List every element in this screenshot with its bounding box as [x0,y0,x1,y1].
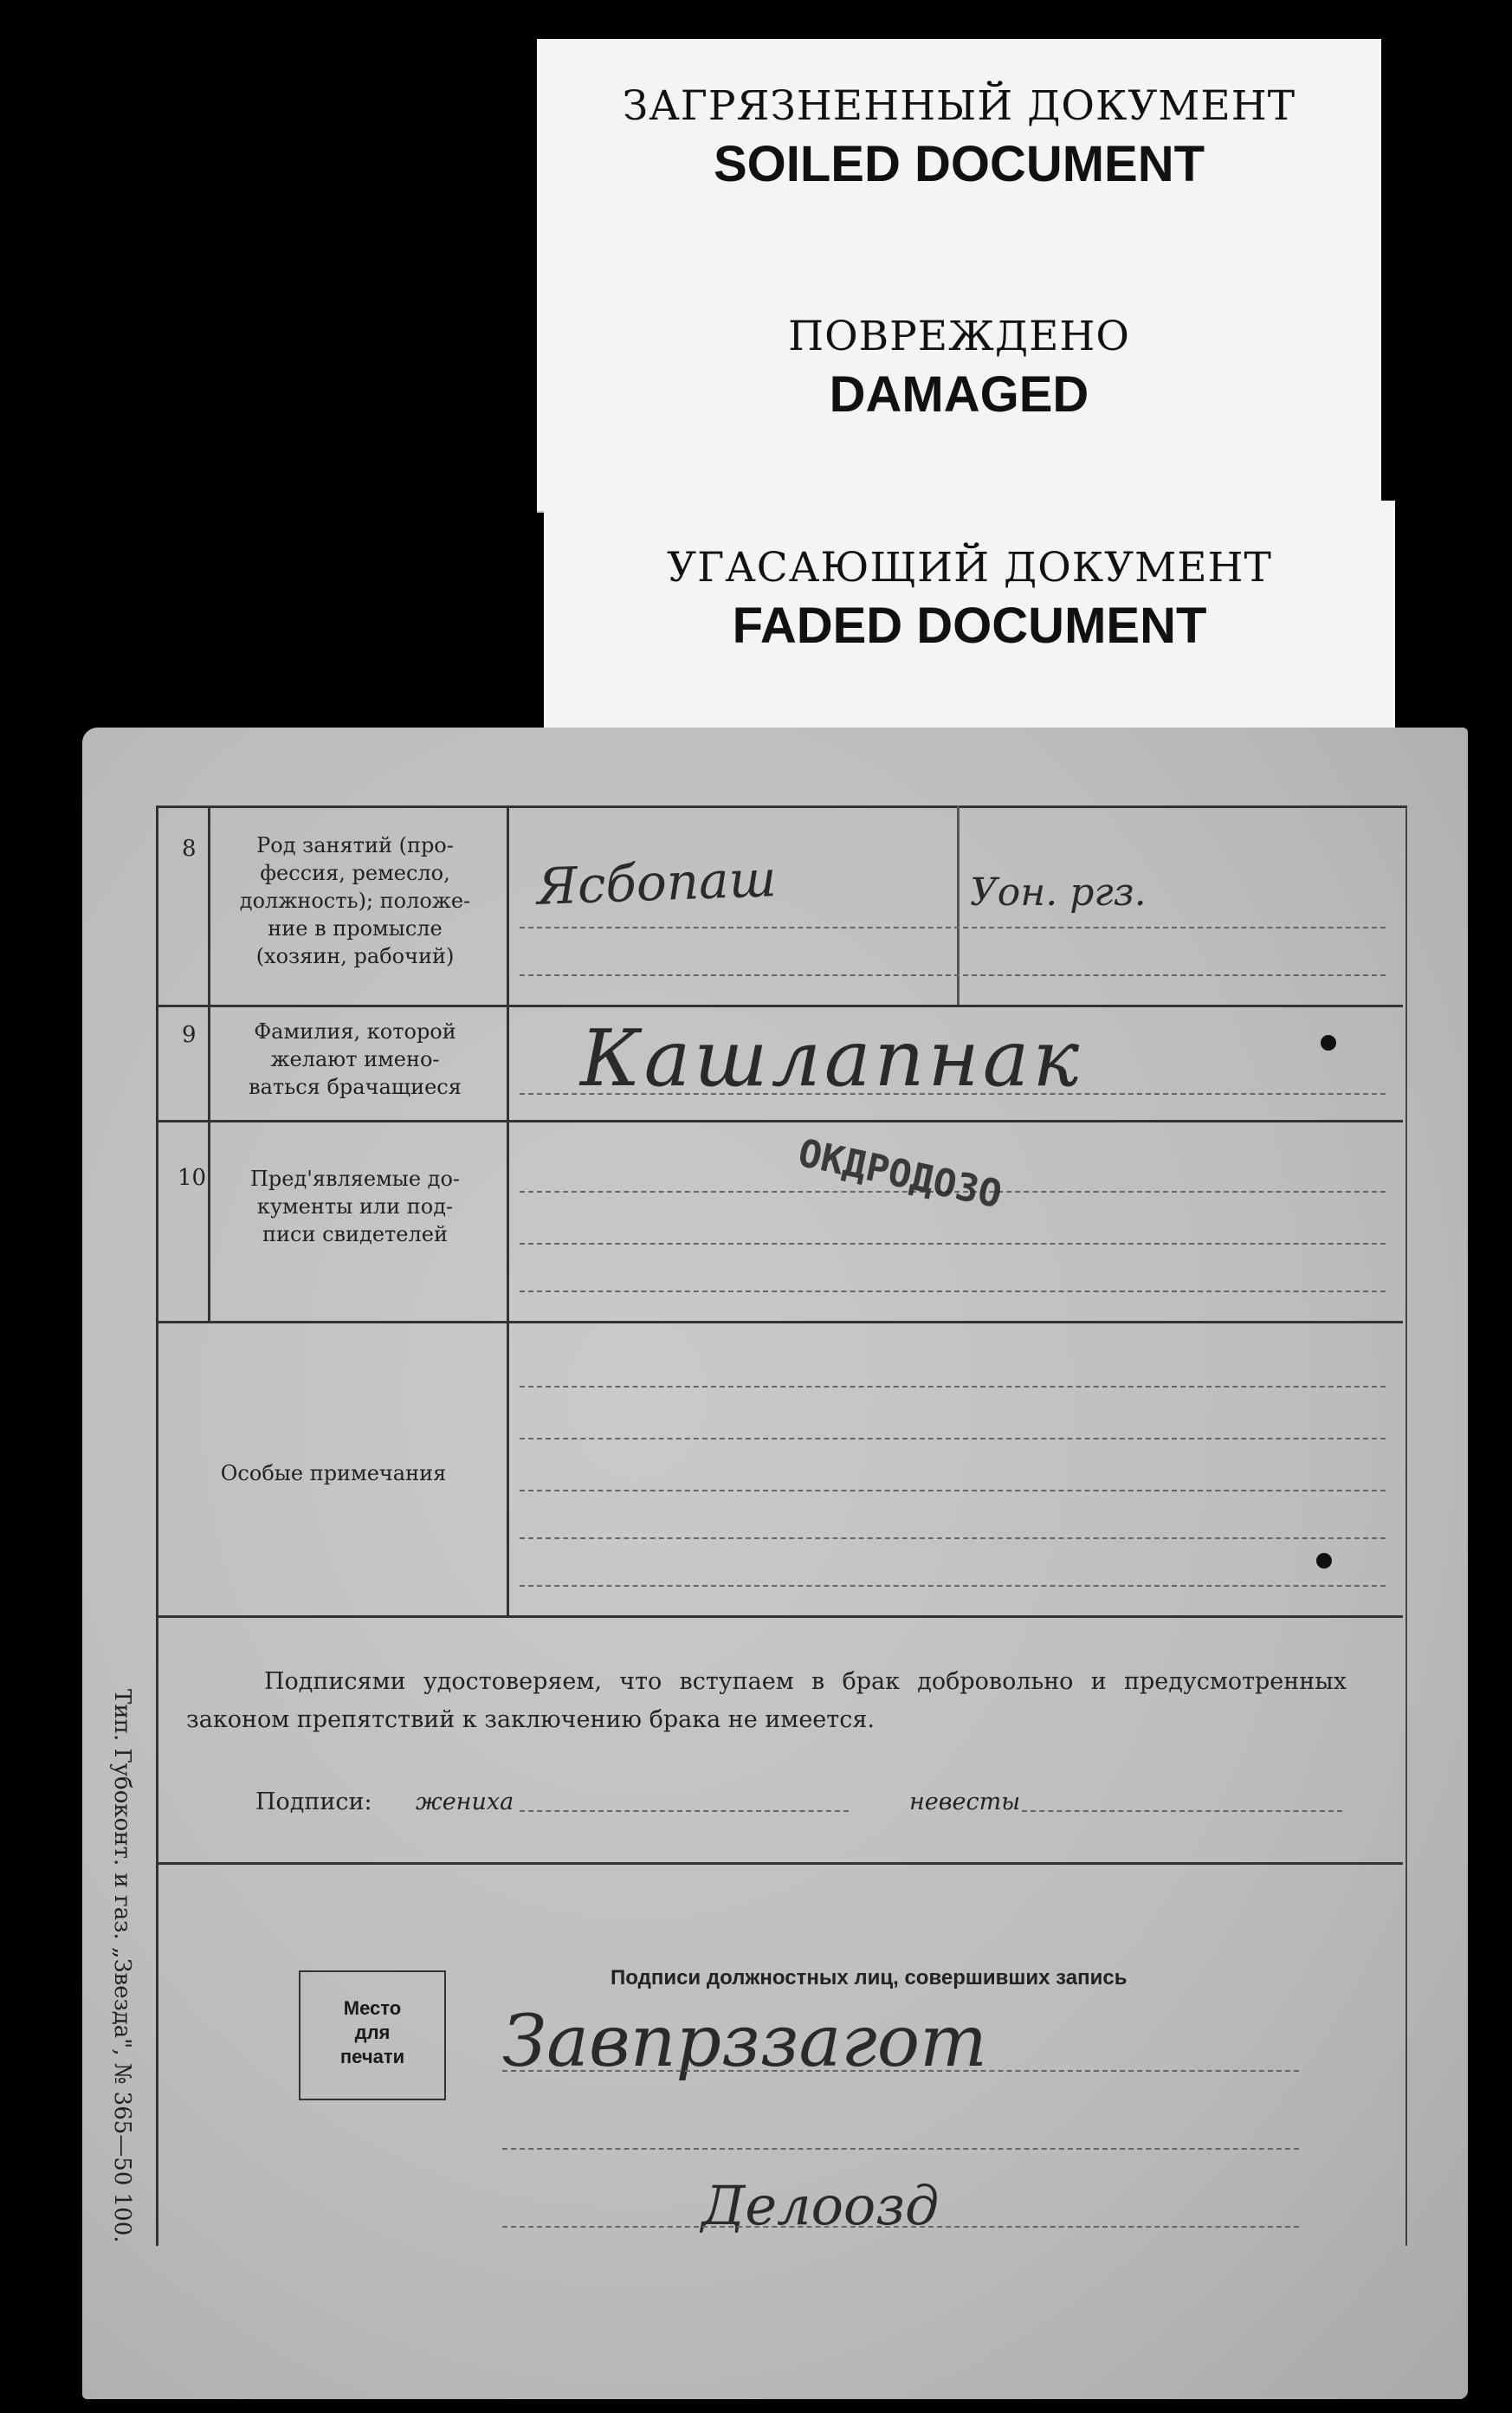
bride-signature-label: невесты [909,1789,1021,1815]
row-8-label: Род занятий (про- фессия, ремесло, должность); положе- ние в промысле (хозяин, рабочий) [239,833,471,968]
soiled-label-en: SOILED DOCUMENT [713,136,1205,192]
num-column-divider [208,805,210,1321]
row-9-label: Фамилия, которой желают имено- ваться брачащиеся [249,1019,462,1099]
officials-label: Подписи должностных лиц, совершивших запись [611,1966,1128,1989]
row-10-label: Пред'являемые до- кументы или под- писи свидетелей [249,1167,461,1246]
official-signature-1: Завпрззагот [502,2001,987,2083]
registry-stamp: ОКДРОДОЗО [794,1130,1006,1218]
official-signature-2: Делоозд [701,2174,940,2237]
row-8-bride-occupation: Уон. ргз. [970,870,1147,915]
label-column-divider [507,805,509,1615]
damaged-label-ru: ПОВРЕЖДЕНО [788,313,1130,360]
faded-document-label [544,501,1395,728]
row-10-number: 10 [178,1165,207,1191]
damaged-label [537,273,1381,511]
row-8-number: 8 [182,836,197,862]
signatures-label: Подписи: [255,1789,372,1815]
punch-hole [1321,1035,1336,1051]
punch-hole [1316,1553,1332,1569]
row-9-surname: Кашлапнак [580,1013,1083,1104]
groom-signature-label: жениха [416,1789,514,1815]
row-9-number: 9 [182,1022,197,1048]
soiled-document-label [537,39,1381,281]
soiled-label-ru: ЗАГРЯЗНЕННЫЙ ДОКУМЕНТ [622,82,1296,130]
row-8-groom-occupation: Ясбопаш [535,849,778,916]
faded-label-en: FADED DOCUMENT [732,598,1207,654]
faded-label-ru: УГАСАЮЩИЙ ДОКУМЕНТ [667,544,1272,592]
consent-statement: Подписями удостоверяем, что вступаем в брак добровольно и предусмотренных законом препятствий к заключению брака не имеется. [186,1668,1347,1733]
printer-imprint: Тип. Губоконт. и газ. „Звезда", № 365—50 100. [109,1689,135,2243]
seal-box: Место для печати [299,1970,446,2100]
remarks-label: Особые примечания [220,1461,447,1485]
damaged-label-en: DAMAGED [829,366,1089,423]
